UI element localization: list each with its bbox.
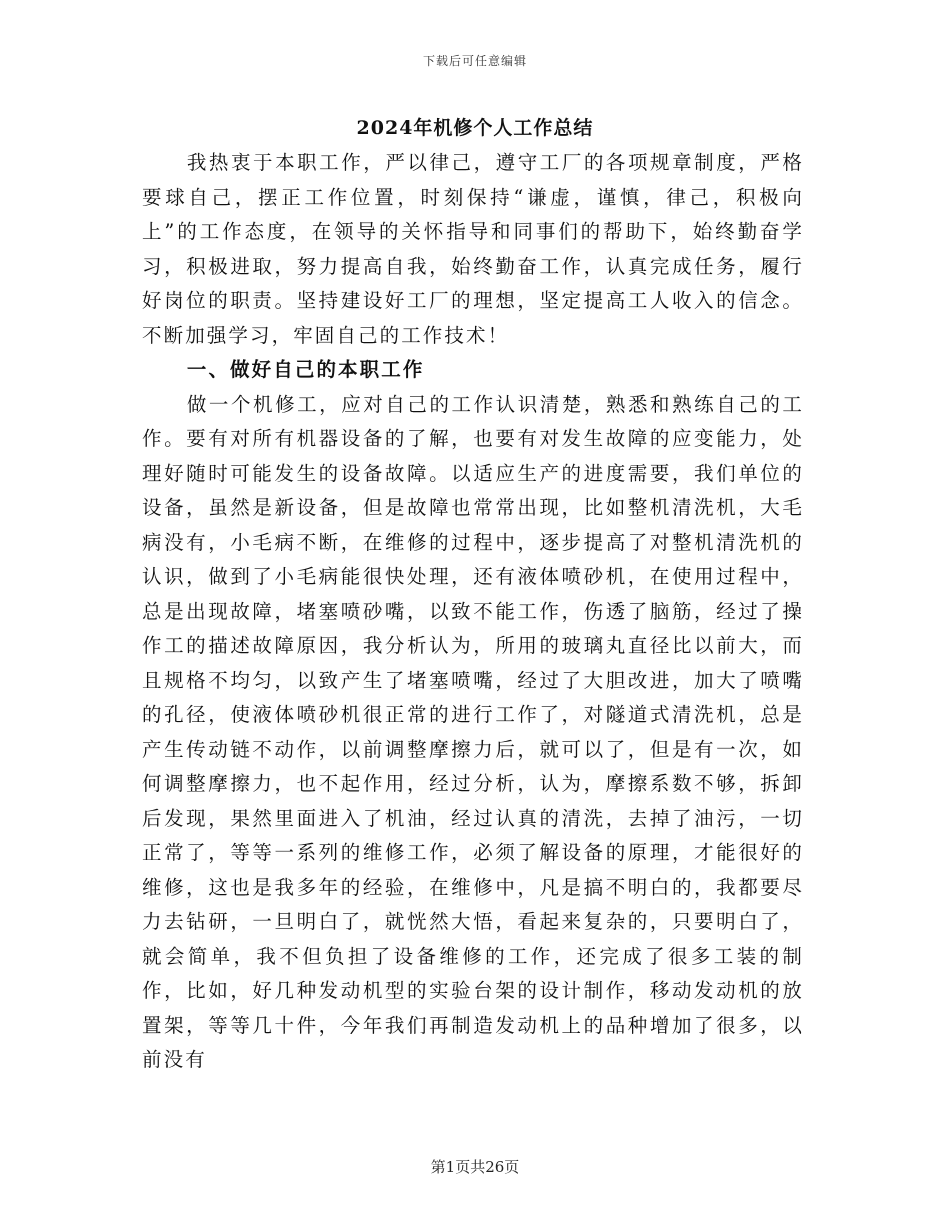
section-paragraph: 做一个机修工，应对自己的工作认识清楚，熟悉和熟练自己的工作。要有对所有机器设备的了解，也要有对发生故障的应变能力，处理好随时可能发生的设备故障。以适应生产的进度需要，我们单位的设备，虽然是新设备，但是故障也常常出现，比如整机清洗机，大毛病没有，小毛病不断，在维修的过程中，逐步提高了对整机清洗机的认识，做到了小毛病能很快处理，还有液体喷砂机，在使用过程中，总是出现故障，堵塞喷砂嘴，以致不能工作，伤透了脑筋，经过了操作工的描述故障原因，我分析认为，所用的玻璃丸直径比以前大，而且规格不均匀，以致产生了堵塞喷嘴，经过了大胆改进，加大了喷嘴的孔径，使液体喷砂机很正常的进行工作了，对隧道式清洗机，总是产生传动链不动作，以前调整摩擦力后，就可以了，但是有一次，如何调整摩擦力，也不起作用，经过分析，认为，摩擦系数不够，拆卸后发现，果然里面进入了机油，经过认真的清洗，去掉了油污，一切正常了，等等一系列的维修工作，必须了解设备的原理，才能很好的维修，这也是我多年的经验，在维修中，凡是搞不明白的，我都要尽力去钻研，一旦明白了，就恍然大悟，看起来复杂的，只要明白了，就会简单，我不但负担了设备维修的工作，还完成了很多工装的制作，比如，好几种发动机型的实验台架的设计制作，移动发动机的放置架，等等几十件，今年我们再制造发动机上的品种增加了很多，以前没有: [142, 392, 804, 1071]
document-body: [142, 146, 804, 1078]
page-number-footer: 第1页共26页: [430, 1158, 520, 1176]
document-title: 2024年机修个人工作总结: [356, 117, 594, 139]
section-heading: 一、做好自己的本职工作: [186, 358, 425, 381]
page-header-note: 下载后可任意编辑: [422, 54, 527, 68]
intro-paragraph: 我热衷于本职工作，严以律己，遵守工厂的各项规章制度，严格要球自己，摆正工作位置，时刻保持“谦虚，谨慎，律己，积极向上”的工作态度，在领导的关怀指导和同事们的帮助下，始终勤奋学习，积极进取，努力提高自我，始终勤奋工作，认真完成任务，履行好岗位的职责。坚持建设好工厂的理想，坚定提高工人收入的信念。不断加强学习，牢固自己的工作技术！: [142, 151, 804, 347]
